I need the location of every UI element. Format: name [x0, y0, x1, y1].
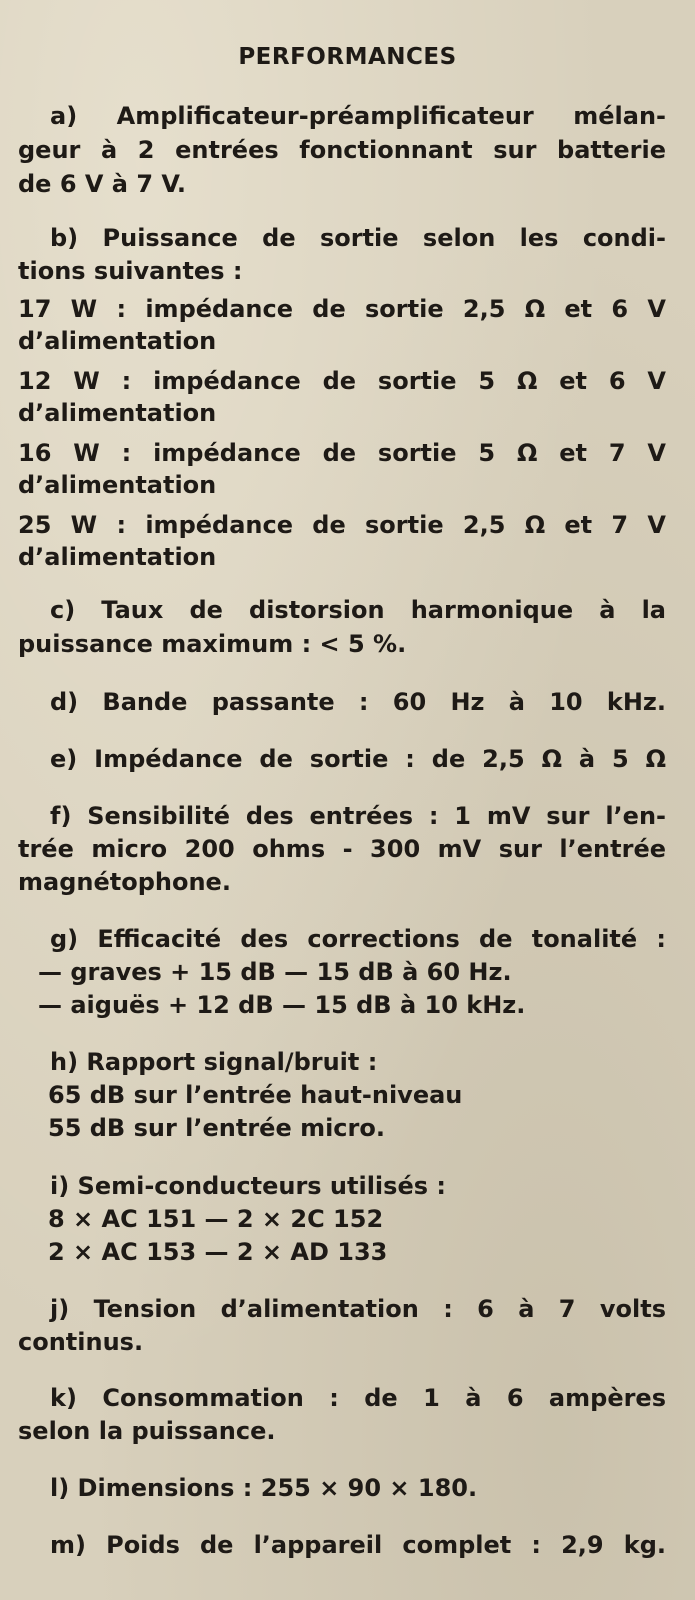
item-c-line-1: c) Taux de distorsion harmonique à la — [50, 596, 666, 624]
item-k-line-1: k) Consommation : de 1 à 6 ampères — [50, 1384, 666, 1412]
item-j-line-2: continus. — [18, 1328, 144, 1356]
item-b-line-4: d’alimentation — [18, 327, 217, 355]
item-i-line-2: 8 × AC 151 — 2 × 2C 152 — [48, 1205, 384, 1233]
item-b-line-2: tions suivantes : — [18, 257, 243, 285]
item-a-line-1: a) Amplificateur-préamplificateur mélan- — [50, 102, 666, 130]
item-i-line-3: 2 × AC 153 — 2 × AD 133 — [48, 1238, 388, 1266]
item-e-line-1: e) Impédance de sortie : de 2,5 Ω à 5 Ω — [50, 745, 666, 773]
item-g-line-1: g) Efficacité des corrections de tonalité : — [50, 925, 666, 953]
item-l-line-1: l) Dimensions : 255 × 90 × 180. — [50, 1474, 478, 1502]
item-g-line-3: — aiguës + 12 dB — 15 dB à 10 kHz. — [38, 991, 526, 1019]
item-b-line-10: d’alimentation — [18, 543, 217, 571]
item-b-line-3: 17 W : impédance de sortie 2,5 Ω et 6 V — [18, 295, 666, 323]
item-c-line-2: puissance maximum : < 5 %. — [18, 630, 407, 658]
page-title: PERFORMANCES — [238, 44, 457, 70]
item-a-line-3: de 6 V à 7 V. — [18, 170, 186, 198]
item-g-line-2: — graves + 15 dB — 15 dB à 60 Hz. — [38, 958, 512, 986]
item-b-line-5: 12 W : impédance de sortie 5 Ω et 6 V — [18, 367, 666, 395]
item-b-line-8: d’alimentation — [18, 471, 217, 499]
item-i-line-1: i) Semi-conducteurs utilisés : — [50, 1172, 446, 1200]
item-h-line-3: 55 dB sur l’entrée micro. — [48, 1114, 385, 1142]
item-j-line-1: j) Tension d’alimentation : 6 à 7 volts — [50, 1295, 666, 1323]
item-b-line-9: 25 W : impédance de sortie 2,5 Ω et 7 V — [18, 511, 666, 539]
item-d-line-1: d) Bande passante : 60 Hz à 10 kHz. — [50, 688, 666, 716]
item-b-line-6: d’alimentation — [18, 399, 217, 427]
item-h-line-1: h) Rapport signal/bruit : — [50, 1048, 378, 1076]
item-f-line-2: trée micro 200 ohms - 300 mV sur l’entrée — [18, 835, 666, 863]
item-f-line-3: magnétophone. — [18, 868, 231, 896]
item-b-line-1: b) Puissance de sortie selon les condi- — [50, 224, 666, 252]
item-h-line-2: 65 dB sur l’entrée haut-niveau — [48, 1081, 463, 1109]
item-b-line-7: 16 W : impédance de sortie 5 Ω et 7 V — [18, 439, 666, 467]
item-k-line-2: selon la puissance. — [18, 1417, 276, 1445]
item-m-line-1: m) Poids de l’appareil complet : 2,9 kg. — [50, 1531, 666, 1559]
item-f-line-1: f) Sensibilité des entrées : 1 mV sur l’en- — [50, 802, 666, 830]
item-a-line-2: geur à 2 entrées fonctionnant sur batterie — [18, 136, 666, 164]
